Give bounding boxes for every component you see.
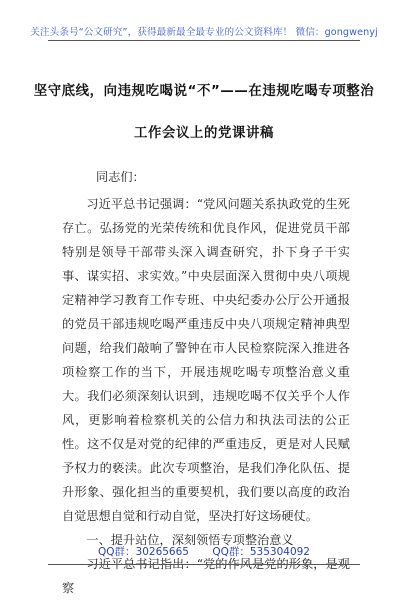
document-body bbox=[62, 192, 350, 600]
footer-divider bbox=[48, 564, 360, 565]
document-title-line1: 坚守底线，向违规吃喝说“不”——在违规吃喝专项整治 bbox=[33, 84, 375, 99]
paragraph-quote: 习近平总书记指出：“党的作风是党的形象，是观察 bbox=[62, 557, 350, 595]
footer-qq-group-2: QQ群：535304092 bbox=[212, 546, 310, 558]
document-title-line2: 工作会议上的党课讲稿 bbox=[134, 126, 274, 141]
paragraph-intro: 习近平总书记强调：“党风问题关系执政党的生死存亡。弘扬党的光荣传统和优良作风，促进党员干部特别是领导干部带头深入调查研究，扑下身子干实事、谋实招、求实效。”中央层面深入贯彻中央八项规定精神学习教育工作专班、中央纪委办公厅公开通报的党员干部违规吃喝严重违反中央八项规定精神典型问题，给我们敲响了警钟在市人民检察院深入推进各项检察工作的当下，开展违规吃喝专项整治意义重大。我们必须深刻认识到，违规吃喝不仅关乎个人作风，更影响着检察机关的公信力和执法司法的公正性。这不仅是对党的纪律的严重违反，更是对人民赋予权力的亵渎。此次专项整治，是我们净化队伍、提升形象、强化担当的重要契机，我们要以高度的政治自觉思想自觉和行动自觉，坚决打好这场硬仗。 bbox=[62, 197, 350, 523]
footer-qq-group-1: QQ群：30265665 bbox=[98, 546, 189, 558]
greeting: 同志们： bbox=[96, 170, 145, 184]
header-banner: 关注头条号“公文研究”，获得最新最全最专业的公文资料库！ 微信：gongwenyj bbox=[30, 27, 378, 38]
footer-contacts bbox=[0, 544, 408, 559]
header-divider bbox=[48, 40, 360, 41]
section-heading: 一、提升站位，深刻领悟专项整治意义 bbox=[86, 533, 294, 547]
